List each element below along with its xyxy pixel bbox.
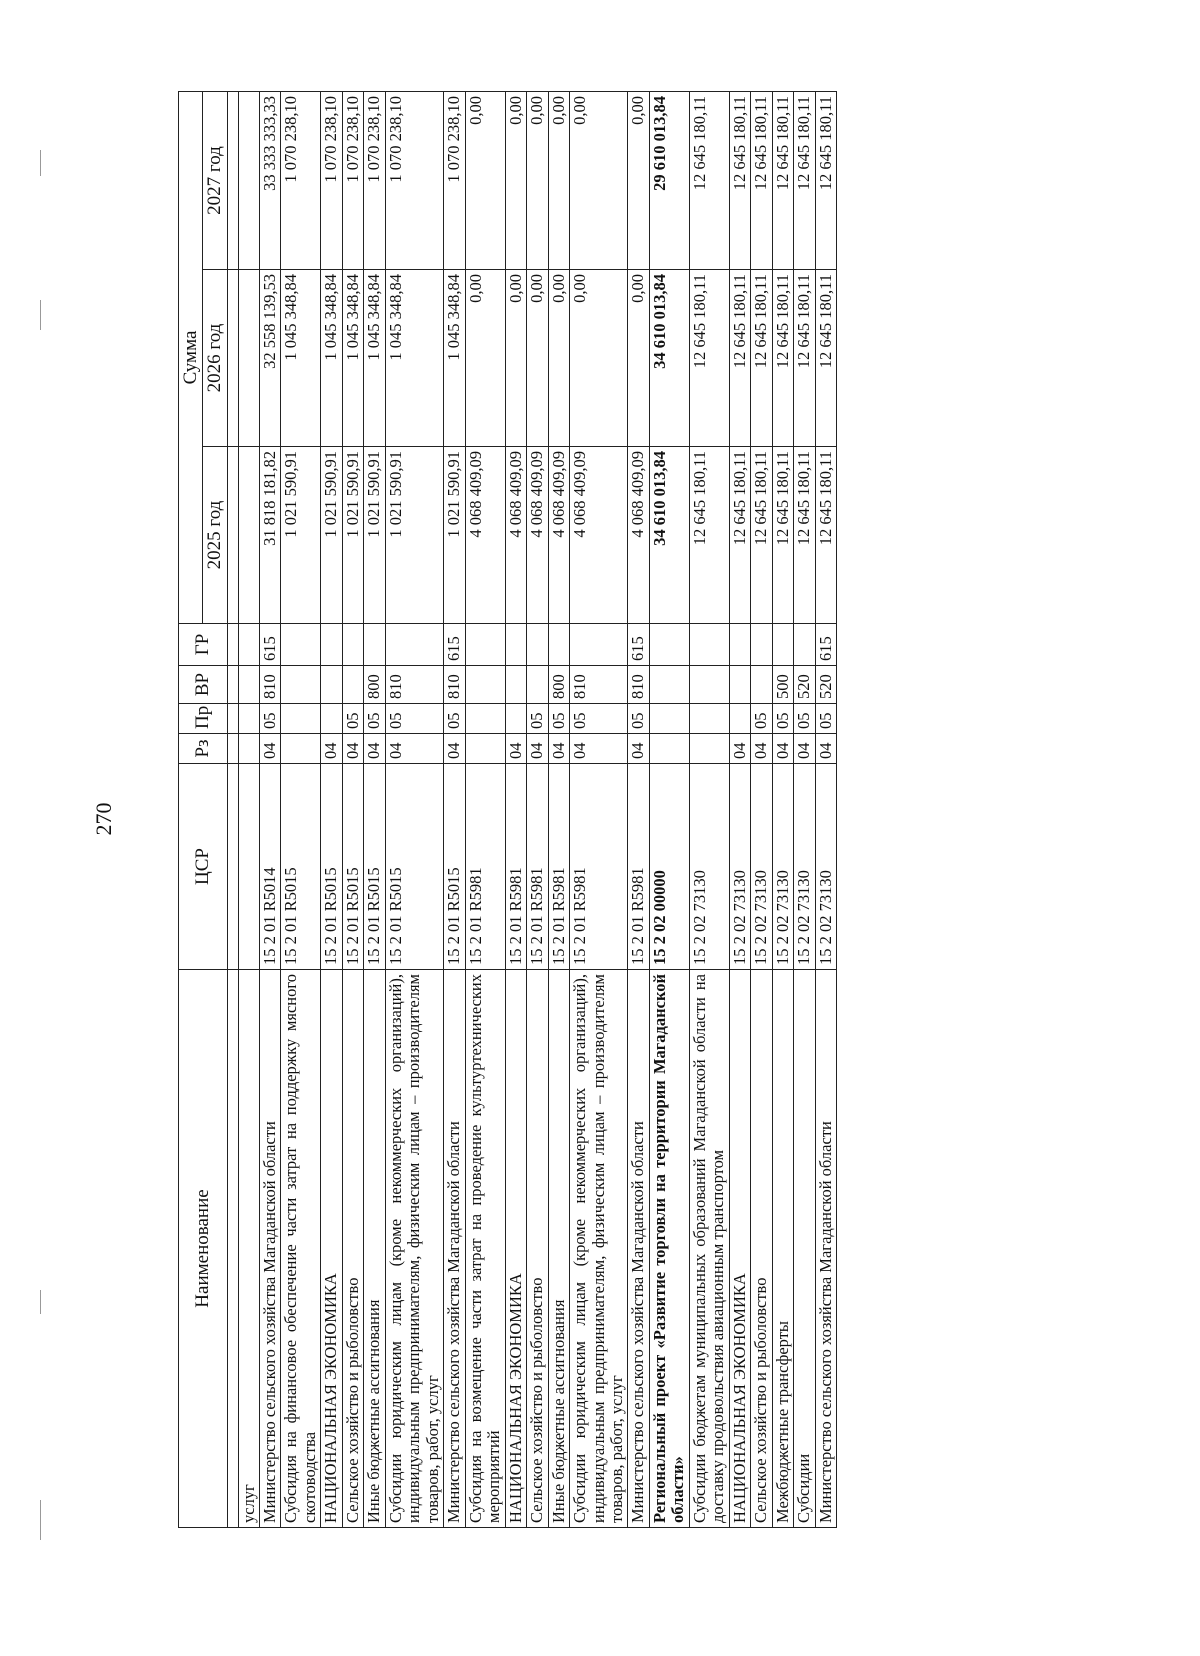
vr-cell (342, 666, 363, 704)
header-sum: Сумма (179, 92, 203, 624)
pr-cell (465, 704, 505, 734)
sum-2026-cell: 12 645 180,11 (729, 270, 750, 447)
gr-cell (794, 624, 815, 666)
sum-2027-cell: 0,00 (628, 92, 649, 270)
name-cell: Министерство сельского хозяйства Магаданской области (815, 970, 836, 1528)
vr-cell (505, 666, 526, 704)
name-cell: Иные бюджетные ассигнования (548, 970, 569, 1528)
csr-cell: 15 2 01 R5981 (570, 764, 628, 970)
gr-cell: 615 (628, 624, 649, 666)
table-row (465, 92, 505, 1528)
vr-cell (729, 666, 750, 704)
rz-cell (649, 734, 689, 764)
pr-cell: 05 (342, 704, 363, 734)
name-cell: Межбюджетные трансферты (772, 970, 793, 1528)
pr-cell: 05 (772, 704, 793, 734)
sum-2026-cell: 0,00 (570, 270, 628, 447)
spacer-cell (227, 624, 238, 666)
rz-cell: 04 (570, 734, 628, 764)
table-row (364, 92, 385, 1528)
csr-cell (238, 764, 259, 970)
rz-cell: 04 (364, 734, 385, 764)
sum-2026-cell: 12 645 180,11 (815, 270, 836, 447)
header-pr: Пр (179, 704, 228, 734)
csr-cell: 15 2 01 R5015 (281, 764, 321, 970)
gr-cell (527, 624, 548, 666)
spacer-cell (227, 270, 238, 447)
sum-2026-cell: 0,00 (548, 270, 569, 447)
scan-artifact-line (40, 150, 41, 176)
gr-cell (238, 624, 259, 666)
sum-2027-cell: 29 610 013,84 (649, 92, 689, 270)
vr-cell: 800 (364, 666, 385, 704)
table-row (570, 92, 628, 1528)
rz-cell: 04 (385, 734, 443, 764)
sum-2026-cell: 12 645 180,11 (751, 270, 772, 447)
pr-cell (505, 704, 526, 734)
sum-2027-cell: 12 645 180,11 (751, 92, 772, 270)
sum-2026-cell (238, 270, 259, 447)
pr-cell (238, 704, 259, 734)
csr-cell: 15 2 02 00000 (649, 764, 689, 970)
vr-cell (751, 666, 772, 704)
csr-cell: 15 2 02 73130 (815, 764, 836, 970)
csr-cell: 15 2 02 73130 (729, 764, 750, 970)
vr-cell: 810 (570, 666, 628, 704)
rz-cell: 04 (548, 734, 569, 764)
sum-2025-cell: 4 068 409,09 (527, 447, 548, 624)
sum-2026-cell: 12 645 180,11 (689, 270, 729, 447)
csr-cell: 15 2 01 R5981 (527, 764, 548, 970)
sum-2026-cell: 1 045 348,84 (321, 270, 342, 447)
gr-cell: 615 (815, 624, 836, 666)
sum-2025-cell (238, 447, 259, 624)
table-row (548, 92, 569, 1528)
name-cell: Субсидии юридическим лицам (кроме некоммерческих организаций), индивидуальным предпринимателям, физическим лицам – производителям товаров, работ, услуг (570, 970, 628, 1528)
name-cell: НАЦИОНАЛЬНАЯ ЭКОНОМИКА (321, 970, 342, 1528)
sum-2025-cell: 1 021 590,91 (385, 447, 443, 624)
scan-artifact-line (40, 1290, 41, 1314)
sum-2027-cell: 12 645 180,11 (772, 92, 793, 270)
name-cell: Субсидии бюджетам муниципальных образований Магаданской области на доставку продовольствия авиационным транспортом (689, 970, 729, 1528)
vr-cell (321, 666, 342, 704)
sum-2027-cell: 12 645 180,11 (729, 92, 750, 270)
csr-cell: 15 2 01 R5014 (260, 764, 281, 970)
rz-cell: 04 (260, 734, 281, 764)
gr-cell (342, 624, 363, 666)
gr-cell (548, 624, 569, 666)
scan-artifact-line (40, 1500, 41, 1540)
gr-cell (772, 624, 793, 666)
vr-cell (238, 666, 259, 704)
pr-cell: 05 (815, 704, 836, 734)
page-number: 270 (91, 802, 116, 836)
vr-cell: 800 (548, 666, 569, 704)
pr-cell: 05 (444, 704, 465, 734)
sum-2025-cell: 12 645 180,11 (729, 447, 750, 624)
gr-cell: 615 (444, 624, 465, 666)
sum-2025-cell: 12 645 180,11 (689, 447, 729, 624)
header-gr: ГР (179, 624, 228, 666)
name-cell: Министерство сельского хозяйства Магаданской области (260, 970, 281, 1528)
sum-2026-cell: 12 645 180,11 (772, 270, 793, 447)
sum-2027-cell: 0,00 (465, 92, 505, 270)
sum-2027-cell: 0,00 (527, 92, 548, 270)
name-cell: Министерство сельского хозяйства Магаданской области (628, 970, 649, 1528)
spacer-cell (227, 970, 238, 1528)
csr-cell: 15 2 02 73130 (751, 764, 772, 970)
csr-cell: 15 2 01 R5015 (321, 764, 342, 970)
name-cell: Иные бюджетные ассигнования (364, 970, 385, 1528)
sum-2027-cell (238, 92, 259, 270)
sum-2025-cell: 12 645 180,11 (772, 447, 793, 624)
rz-cell: 04 (321, 734, 342, 764)
sum-2025-cell: 31 818 181,82 (260, 447, 281, 624)
gr-cell (570, 624, 628, 666)
vr-cell (649, 666, 689, 704)
sum-2026-cell: 0,00 (465, 270, 505, 447)
pr-cell: 05 (260, 704, 281, 734)
name-cell: Сельское хозяйство и рыболовство (342, 970, 363, 1528)
header-2027: 2027 год (203, 92, 227, 270)
gr-cell (689, 624, 729, 666)
sum-2025-cell: 1 021 590,91 (281, 447, 321, 624)
spacer-cell (227, 734, 238, 764)
spacer-cell (227, 704, 238, 734)
table-row (689, 92, 729, 1528)
gr-cell (505, 624, 526, 666)
table-row (729, 92, 750, 1528)
sum-2027-cell: 12 645 180,11 (815, 92, 836, 270)
rz-cell: 04 (527, 734, 548, 764)
sum-2027-cell: 0,00 (548, 92, 569, 270)
vr-cell: 500 (772, 666, 793, 704)
sum-2025-cell: 1 021 590,91 (342, 447, 363, 624)
table-row (505, 92, 526, 1528)
rz-cell: 04 (729, 734, 750, 764)
rz-cell: 04 (628, 734, 649, 764)
table-body (238, 92, 837, 1528)
sum-2025-cell: 12 645 180,11 (751, 447, 772, 624)
vr-cell: 810 (385, 666, 443, 704)
sum-2025-cell: 4 068 409,09 (548, 447, 569, 624)
csr-cell: 15 2 01 R5981 (548, 764, 569, 970)
sum-2026-cell: 12 645 180,11 (794, 270, 815, 447)
name-cell: НАЦИОНАЛЬНАЯ ЭКОНОМИКА (729, 970, 750, 1528)
sum-2025-cell: 1 021 590,91 (321, 447, 342, 624)
csr-cell: 15 2 01 R5015 (444, 764, 465, 970)
csr-cell: 15 2 01 R5981 (628, 764, 649, 970)
spacer-cell (227, 447, 238, 624)
header-spacer-row (227, 92, 238, 1528)
table-row (281, 92, 321, 1528)
rz-cell (281, 734, 321, 764)
header-rz: Рз (179, 734, 228, 764)
sum-2025-cell: 12 645 180,11 (815, 447, 836, 624)
gr-cell (729, 624, 750, 666)
name-cell: Субсидия на финансовое обеспечение части затрат на поддержку мясного скотоводства (281, 970, 321, 1528)
sum-2026-cell: 1 045 348,84 (385, 270, 443, 447)
sum-2026-cell: 1 045 348,84 (364, 270, 385, 447)
table-row (649, 92, 689, 1528)
pr-cell: 05 (794, 704, 815, 734)
pr-cell (689, 704, 729, 734)
name-cell: НАЦИОНАЛЬНАЯ ЭКОНОМИКА (505, 970, 526, 1528)
rz-cell: 04 (772, 734, 793, 764)
csr-cell: 15 2 01 R5015 (364, 764, 385, 970)
header-name: Наименование (179, 970, 228, 1528)
vr-cell (465, 666, 505, 704)
csr-cell: 15 2 02 73130 (772, 764, 793, 970)
name-cell: Сельское хозяйство и рыболовство (527, 970, 548, 1528)
sum-2026-cell: 0,00 (628, 270, 649, 447)
sum-2026-cell: 34 610 013,84 (649, 270, 689, 447)
pr-cell (321, 704, 342, 734)
gr-cell (751, 624, 772, 666)
sum-2025-cell: 4 068 409,09 (505, 447, 526, 624)
gr-cell (465, 624, 505, 666)
sum-2025-cell: 4 068 409,09 (465, 447, 505, 624)
table-row (751, 92, 772, 1528)
sum-2026-cell: 1 045 348,84 (444, 270, 465, 447)
gr-cell (364, 624, 385, 666)
table-header (179, 92, 239, 1528)
name-cell: услуг (238, 970, 259, 1528)
sum-2025-cell: 4 068 409,09 (628, 447, 649, 624)
rz-cell: 04 (751, 734, 772, 764)
sum-2027-cell: 12 645 180,11 (794, 92, 815, 270)
pr-cell: 05 (385, 704, 443, 734)
gr-cell (321, 624, 342, 666)
table-row (794, 92, 815, 1528)
table-row (342, 92, 363, 1528)
rz-cell: 04 (444, 734, 465, 764)
rz-cell: 04 (342, 734, 363, 764)
sum-2027-cell: 1 070 238,10 (321, 92, 342, 270)
sum-2027-cell: 1 070 238,10 (385, 92, 443, 270)
sum-2025-cell: 1 021 590,91 (364, 447, 385, 624)
table-row (628, 92, 649, 1528)
sum-2027-cell: 0,00 (505, 92, 526, 270)
csr-cell: 15 2 02 73130 (794, 764, 815, 970)
table-row (444, 92, 465, 1528)
sum-2026-cell: 1 045 348,84 (281, 270, 321, 447)
csr-cell: 15 2 01 R5981 (505, 764, 526, 970)
table-row (385, 92, 443, 1528)
sum-2026-cell: 0,00 (505, 270, 526, 447)
rz-cell: 04 (505, 734, 526, 764)
pr-cell: 05 (548, 704, 569, 734)
rz-cell (238, 734, 259, 764)
sum-2027-cell: 1 070 238,10 (444, 92, 465, 270)
sum-2025-cell: 4 068 409,09 (570, 447, 628, 624)
sum-2026-cell: 32 558 139,53 (260, 270, 281, 447)
rz-cell: 04 (815, 734, 836, 764)
pr-cell (649, 704, 689, 734)
table-row (772, 92, 793, 1528)
rz-cell (689, 734, 729, 764)
sum-2027-cell: 1 070 238,10 (364, 92, 385, 270)
rz-cell (465, 734, 505, 764)
header-2025: 2025 год (203, 447, 227, 624)
sum-2025-cell: 1 021 590,91 (444, 447, 465, 624)
table-row (815, 92, 836, 1528)
sum-2025-cell: 34 610 013,84 (649, 447, 689, 624)
name-cell: Сельское хозяйство и рыболовство (751, 970, 772, 1528)
vr-cell: 810 (260, 666, 281, 704)
sum-2027-cell: 1 070 238,10 (281, 92, 321, 270)
name-cell: Субсидии юридическим лицам (кроме некоммерческих организаций), индивидуальным предпринимателям, физическим лицам – производителям товаров, работ, услуг (385, 970, 443, 1528)
spacer-cell (227, 666, 238, 704)
pr-cell: 05 (628, 704, 649, 734)
csr-cell: 15 2 02 73130 (689, 764, 729, 970)
sum-2025-cell: 12 645 180,11 (794, 447, 815, 624)
name-cell: Министерство сельского хозяйства Магаданской области (444, 970, 465, 1528)
pr-cell: 05 (570, 704, 628, 734)
vr-cell: 520 (815, 666, 836, 704)
header-csr: ЦСР (179, 764, 228, 970)
sum-2027-cell: 0,00 (570, 92, 628, 270)
rz-cell: 04 (794, 734, 815, 764)
table-row (321, 92, 342, 1528)
pr-cell: 05 (364, 704, 385, 734)
sum-2027-cell: 1 070 238,10 (342, 92, 363, 270)
vr-cell (689, 666, 729, 704)
vr-cell (281, 666, 321, 704)
sum-2027-cell: 33 333 333,33 (260, 92, 281, 270)
budget-table (178, 91, 837, 1528)
pr-cell (729, 704, 750, 734)
pr-cell (281, 704, 321, 734)
pr-cell: 05 (751, 704, 772, 734)
gr-cell (281, 624, 321, 666)
pr-cell: 05 (527, 704, 548, 734)
vr-cell: 810 (628, 666, 649, 704)
name-cell: Региональный проект «Развитие торговли на территории Магаданской области» (649, 970, 689, 1528)
table-row (238, 92, 259, 1528)
spacer-cell (227, 92, 238, 270)
vr-cell (527, 666, 548, 704)
rotated-table-wrapper (178, 92, 1066, 1528)
csr-cell: 15 2 01 R5015 (385, 764, 443, 970)
gr-cell (385, 624, 443, 666)
sum-2026-cell: 0,00 (527, 270, 548, 447)
vr-cell: 810 (444, 666, 465, 704)
vr-cell: 520 (794, 666, 815, 704)
name-cell: Субсидии (794, 970, 815, 1528)
csr-cell: 15 2 01 R5015 (342, 764, 363, 970)
csr-cell: 15 2 01 R5981 (465, 764, 505, 970)
gr-cell: 615 (260, 624, 281, 666)
scan-artifact-line (40, 300, 41, 330)
sum-2026-cell: 1 045 348,84 (342, 270, 363, 447)
name-cell: Субсидия на возмещение части затрат на проведение культуртехнических мероприятий (465, 970, 505, 1528)
gr-cell (649, 624, 689, 666)
table-row (527, 92, 548, 1528)
table-row (260, 92, 281, 1528)
sum-2027-cell: 12 645 180,11 (689, 92, 729, 270)
header-vr: ВР (179, 666, 228, 704)
spacer-cell (227, 764, 238, 970)
header-2026: 2026 год (203, 270, 227, 447)
